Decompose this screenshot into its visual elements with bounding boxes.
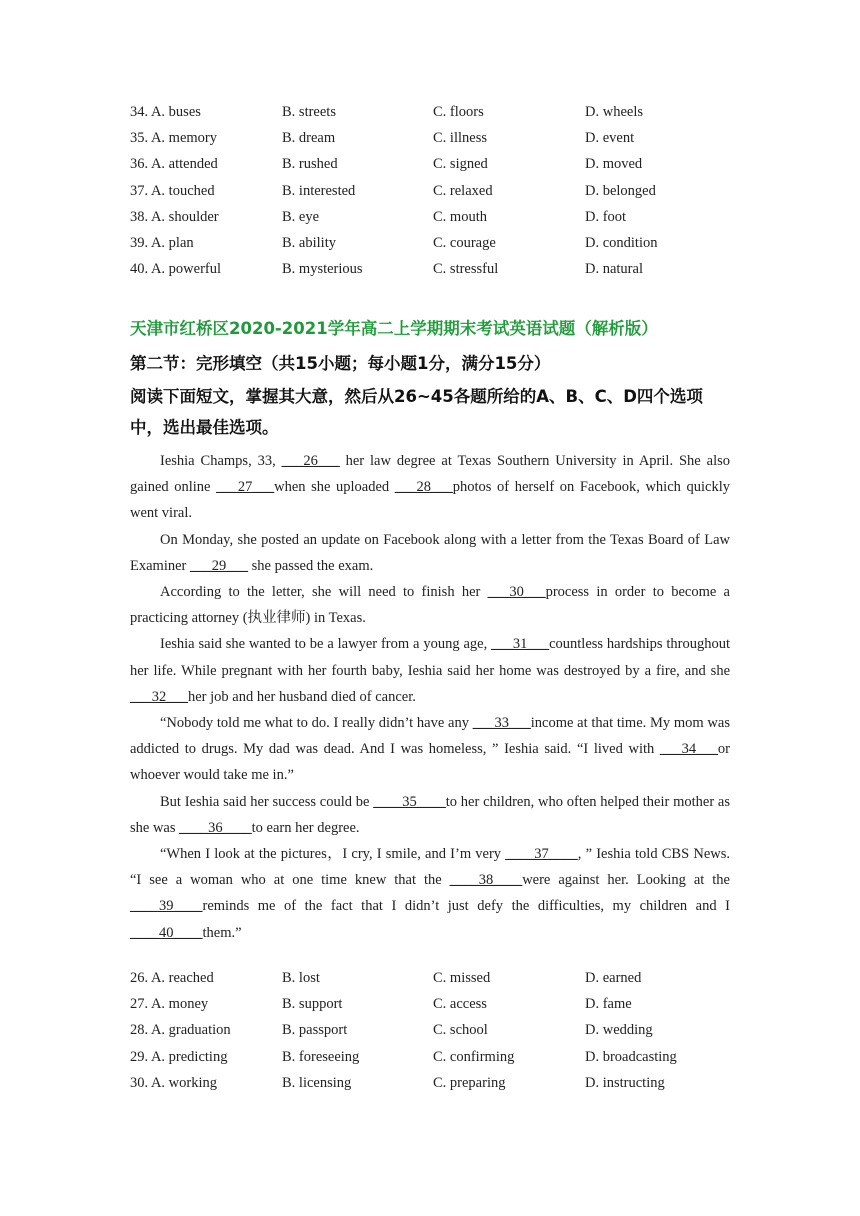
text: According to the letter, she will need to finish her (160, 584, 488, 601)
option-c: C. illness (433, 130, 487, 147)
option-d: D. wheels (585, 104, 643, 120)
text: them.” (202, 924, 242, 941)
option-b: B. mysterious (282, 261, 363, 278)
option-c: C. signed (433, 156, 488, 173)
option-d: D. broadcasting (585, 1048, 677, 1065)
paragraph-7 (130, 841, 730, 946)
option-b: B. licensing (282, 1074, 352, 1091)
blank-39: ____39____ (130, 898, 203, 915)
text: income at that time. My mom was addicted to drugs. My dad was dead. And I was homeless, ” Ieshia said. “I lived with (130, 715, 730, 758)
option-c: C. preparing (433, 1074, 506, 1091)
option-a: 34. A. buses (130, 104, 201, 120)
option-c: C. floors (433, 104, 484, 120)
blank-30: ___30___ (487, 584, 546, 601)
option-d: D. earned (585, 970, 642, 986)
text: On Monday, she posted an update on Facebook along with a letter from the Texas Board of Law Examiner (130, 531, 730, 574)
blank-40: ____40____ (130, 924, 203, 941)
option-d: D. event (585, 130, 635, 147)
text: her law degree at Texas Southern University in April. She also gained online (130, 453, 730, 496)
option-c: C. stressful (433, 261, 499, 278)
option-c: C. confirming (433, 1048, 515, 1065)
paragraph-4 (130, 631, 730, 710)
text: ， (326, 846, 343, 863)
option-d: D. belonged (585, 182, 656, 199)
blank-28: ___28___ (394, 479, 453, 496)
option-a: 29. A. predicting (130, 1048, 228, 1065)
blank-38: ____38____ (449, 872, 523, 889)
text: to earn her degree. (251, 819, 360, 836)
text: reminds me of the fact that I didn’t just defy the difficulties, my children and I (202, 898, 730, 915)
option-d: D. fame (585, 996, 632, 1013)
paragraph-6 (130, 789, 730, 841)
option-b: B. ability (282, 234, 336, 251)
option-b: B. rushed (282, 156, 338, 173)
option-a: 35. A. memory (130, 130, 217, 147)
option-a: 37. A. touched (130, 182, 215, 199)
blank-33: ___33___ (472, 715, 531, 732)
option-a: 40. A. powerful (130, 261, 222, 278)
option-b: B. eye (282, 208, 320, 225)
blank-27: ___27___ (216, 479, 275, 496)
text: when she uploaded (274, 479, 395, 496)
option-d: D. foot (585, 208, 627, 225)
cloze-passage (130, 448, 730, 946)
option-a: 26. A. reached (130, 970, 214, 986)
option-d: D. condition (585, 234, 658, 251)
paragraph-5 (130, 710, 730, 789)
option-d: D. wedding (585, 1022, 653, 1039)
text: were against her. Looking at the (522, 872, 730, 889)
paragraph-2 (130, 527, 730, 579)
option-b: B. passport (282, 1022, 348, 1039)
blank-36: ____36____ (179, 819, 252, 836)
text: process in order to become a practicing attorney (执业律师) in Texas. (130, 584, 730, 627)
option-c: C. school (433, 1022, 488, 1039)
blank-35: ____35____ (373, 793, 446, 810)
option-b: B. streets (282, 104, 336, 120)
text: But Ieshia said her success could be (160, 793, 374, 810)
text: countless hardships throughout her life. While pregnant with her fourth baby, Ieshia said her home was destroyed by a fire, and she (130, 636, 730, 679)
option-c: C. relaxed (433, 182, 493, 199)
blank-34: ___34___ (659, 741, 718, 758)
option-b: B. dream (282, 130, 336, 147)
text: photos of herself on Facebook, which quickly went viral. (130, 479, 730, 522)
option-a: 36. A. attended (130, 156, 218, 173)
text: Ieshia Champs, 33, (160, 453, 282, 469)
paragraph-3 (130, 579, 730, 631)
blank-29: ___29___ (190, 557, 248, 574)
text: “Nobody told me what to do. I really didn’t have any (160, 715, 473, 732)
option-b: B. support (282, 996, 343, 1013)
option-b: B. interested (282, 182, 356, 199)
text: her job and her husband died of cancer. (188, 688, 416, 705)
text: , ” Ieshia told CBS News. “I see a woman who at one time knew that the (130, 846, 731, 889)
option-c: C. missed (433, 970, 491, 986)
option-a: 27. A. money (130, 996, 209, 1013)
option-c: C. access (433, 996, 487, 1013)
blank-26: ___26___ (281, 453, 340, 469)
option-d: D. natural (585, 261, 643, 278)
blank-31: ___31___ (491, 636, 550, 653)
text: she passed the exam. (248, 557, 374, 574)
blank-32: ___32___ (130, 688, 188, 705)
option-a: 38. A. shoulder (130, 208, 219, 225)
option-b: B. foreseeing (282, 1048, 360, 1065)
option-c: C. mouth (433, 208, 487, 225)
instructions: 阅读下面短文，掌握其大意，然后从26~45各题所给的A、B、C、D四个选项中，选出最佳选项。 (130, 387, 703, 437)
option-d: D. moved (585, 156, 643, 173)
option-a: 39. A. plan (130, 234, 194, 251)
option-a: 30. A. working (130, 1074, 217, 1091)
exam-title: 天津市红桥区2020-2021学年高二上学期期末考试英语试题（解析版） (130, 319, 658, 338)
blank-37: ____37____ (505, 846, 578, 863)
option-d: D. instructing (585, 1074, 665, 1091)
text: “When I look at the pictures (160, 846, 327, 863)
text: to her children, who often helped their mother as she was (130, 793, 730, 836)
text: I cry, I smile, and I’m very (342, 846, 506, 863)
section-heading: 第二节：完形填空（共15小题；每小题1分，满分15分） (130, 354, 551, 373)
option-b: B. lost (282, 970, 320, 986)
text: Ieshia said she wanted to be a lawyer from a young age, (160, 636, 492, 653)
option-a: 28. A. graduation (130, 1022, 231, 1039)
option-c: C. courage (433, 234, 496, 251)
text: or whoever would take me in.” (130, 741, 730, 784)
paragraph-1 (130, 448, 730, 527)
